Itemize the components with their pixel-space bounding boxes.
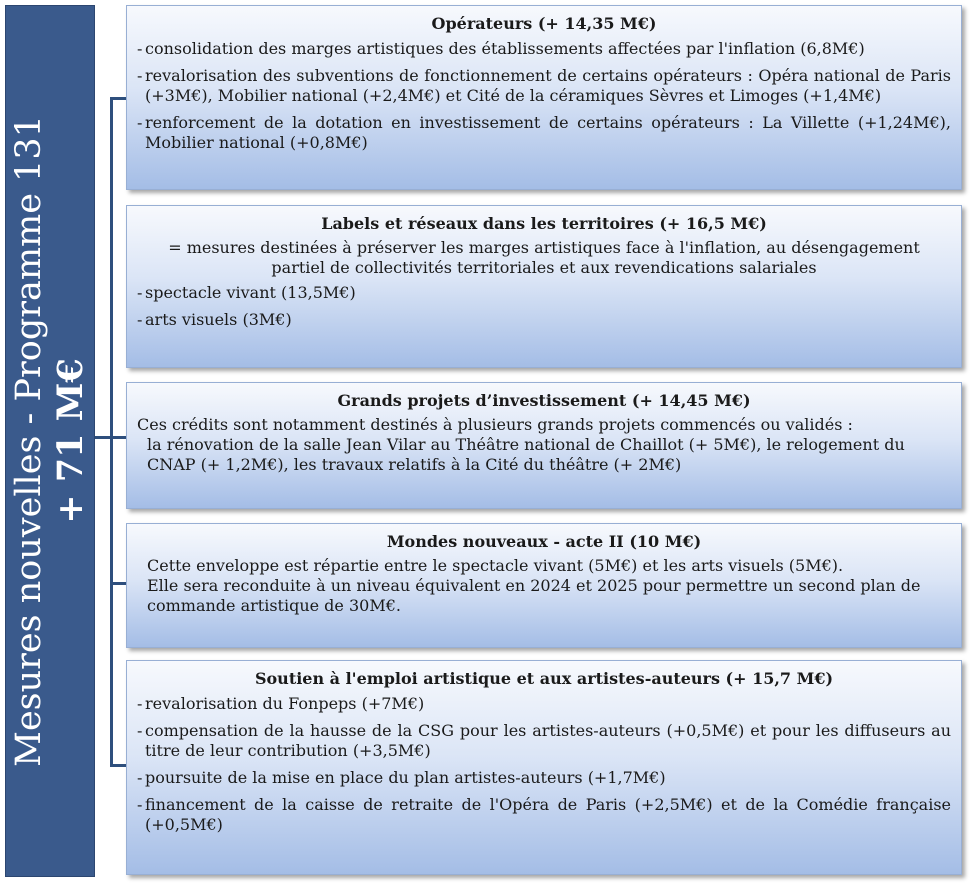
- programme-total: + 71 M€: [50, 358, 91, 524]
- box-mondes-nouveaux: [126, 523, 962, 648]
- box-text-2: la rénovation de la salle Jean Vilar au Théâtre national de Chaillot (+ 5M€), le relogement du CNAP (+ 1,2M€), les travaux relatifs à la Cité du théâtre (+ 2M€): [147, 435, 905, 474]
- list-item: - arts visuels (3M€): [137, 310, 292, 329]
- list-item: - revalorisation du Fonpeps (+7M€): [137, 694, 425, 713]
- box-intro: = mesures destinées à préserver les marges artistiques face à l'inflation, au désengagement partiel de collectivités territoriales et aux revendications salariales: [168, 238, 920, 277]
- connector-branch-4: [110, 582, 126, 585]
- programme-title: Mesures nouvelles - Programme 131: [9, 115, 49, 767]
- list-item: - consolidation des marges artistiques des établissements affectées par l'inflation (6,8M€): [137, 39, 865, 58]
- box-operateurs: [126, 5, 962, 190]
- box-title: Grands projets d’investissement (+ 14,45 M€): [337, 391, 751, 410]
- box-text: Ces crédits sont notamment destinés à plusieurs grands projets commencés ou validés :: [137, 415, 853, 434]
- box-text: Cette enveloppe est répartie entre le spectacle vivant (5M€) et les arts visuels (5M€).: [147, 556, 844, 575]
- box-title: Soutien à l'emploi artistique et aux artistes-auteurs (+ 15,7 M€): [254, 669, 834, 688]
- list-item: - spectacle vivant (13,5M€): [137, 283, 356, 302]
- box-title: Labels et réseaux dans les territoires (+ 16,5 M€): [321, 214, 767, 233]
- connector-bracket: [110, 97, 126, 767]
- list-item: - revalorisation des subventions de fonctionnement de certains opérateurs : Opéra national de Paris (+3M€), Mobilier national (+2,4M€) et Cité de la céramiques Sèvres et Limoges (+1,4M€): [137, 66, 951, 105]
- left-panel-text: [8, 11, 92, 871]
- connector-line-left: [95, 436, 111, 439]
- list-item: - financement de la caisse de retraite de l'Opéra de Paris (+2,5M€) et de la Comédie française (+0,5M€): [137, 795, 951, 834]
- box-soutien-emploi: [126, 660, 962, 875]
- list-item: - renforcement de la dotation en investissement de certains opérateurs : La Villette (+1,24M€), Mobilier national (+0,8M€): [137, 113, 951, 152]
- box-labels-reseaux: [126, 205, 962, 368]
- box-text-2: Elle sera reconduite à un niveau équivalent en 2024 et 2025 pour permettre un second plan de commande artistique de 30M€.: [147, 576, 921, 615]
- left-panel: [5, 5, 95, 877]
- list-item: - poursuite de la mise en place du plan artistes-auteurs (+1,7M€): [137, 768, 666, 787]
- connector-branch-3: [110, 436, 126, 439]
- box-grands-projets: [126, 382, 962, 509]
- list-item: - compensation de la hausse de la CSG pour les artistes-auteurs (+0,5M€) et pour les diffuseurs au titre de leur contribution (+3,5M€): [137, 721, 951, 760]
- box-title: Opérateurs (+ 14,35 M€): [431, 14, 657, 33]
- box-title: Mondes nouveaux - acte II (10 M€): [386, 532, 702, 551]
